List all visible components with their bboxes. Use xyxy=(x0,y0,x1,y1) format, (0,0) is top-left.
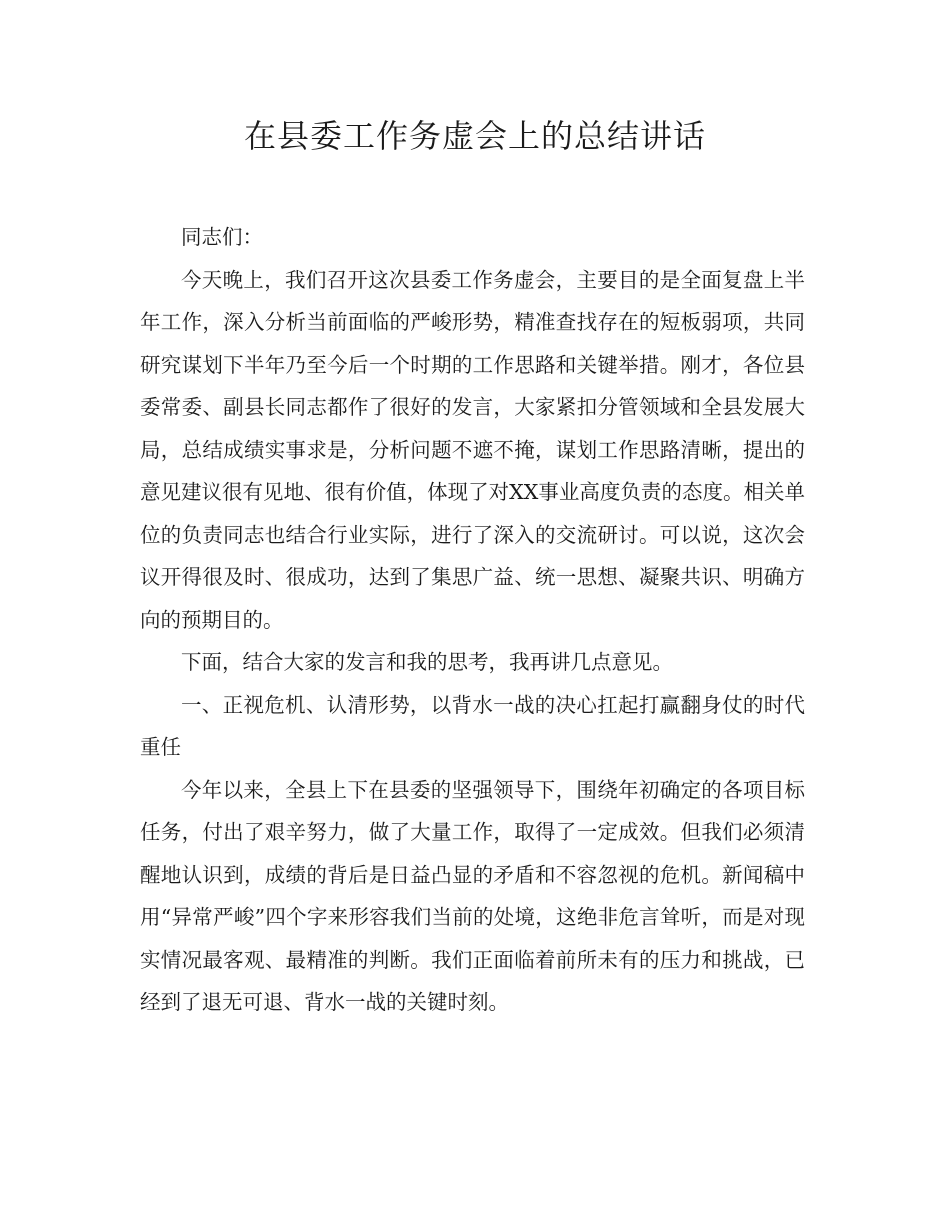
transition-paragraph: 下面，结合大家的发言和我的思考，我再讲几点意见。 xyxy=(181,650,673,674)
salutation-paragraph: 同志们： xyxy=(181,225,263,249)
section-paragraph: 今年以来，全县上下在县委的坚强领导下，围绕年初确定的各项目标任务，付出了艰辛努力，做了大量工作，取得了一定成效。但我们必须清醒地认识到，成绩的背后是日益凸显的矛盾和不容忽视的危机。新闻稿中用“异常严峻”四个字来形容我们当前的处境，这绝非危言耸听，而是对现实情况最客观、最精准的判断。我们正面临着前所未有的压力和挑战，已经到了退无可退、背水一战的关键时刻。 xyxy=(140,777,805,1014)
section-heading: 一、正视危机、认清形势，以背水一战的决心扛起打赢翻身仗的时代重任 xyxy=(140,692,805,759)
document-title: 在县委工作务虚会上的总结讲话 xyxy=(243,117,706,155)
document-body xyxy=(140,216,805,1024)
intro-paragraph: 今天晚上，我们召开这次县委工作务虚会，主要目的是全面复盘上半年工作，深入分析当前面临的严峻形势，精准查找存在的短板弱项，共同研究谋划下半年乃至今后一个时期的工作思路和关键举措。刚才，各位县委常委、副县长同志都作了很好的发言，大家紧扣分管领域和全县发展大局，总结成绩实事求是，分析问题不遮不掩，谋划工作思路清晰，提出的意见建议很有见地、很有价值，体现了对XX事业高度负责的态度。相关单位的负责同志也结合行业实际，进行了深入的交流研讨。可以说，这次会议开得很及时、很成功，达到了集思广益、统一思想、凝聚共识、明确方向的预期目的。 xyxy=(140,267,805,632)
